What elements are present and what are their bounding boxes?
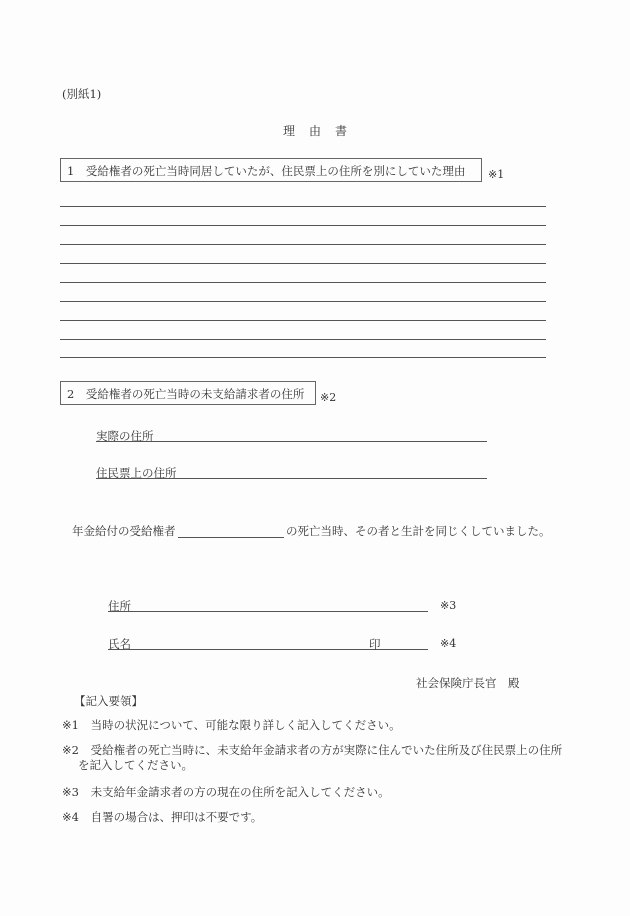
instruction-item-1 [62,717,401,733]
instruction-item-3 [62,784,390,800]
instruction-item-2-cont: を記入してください。 [78,758,193,772]
attachment-label: (別紙1) [62,87,102,101]
section1-heading-box [60,158,482,182]
instruction-item-2 [62,742,562,758]
reason-line[interactable] [60,206,546,207]
reason-line[interactable] [60,339,546,340]
instruction-item-4 [62,809,262,825]
page-title [276,122,354,139]
reason-line[interactable] [60,225,546,226]
applicant-address-mark: ※3 [440,599,457,612]
instruction-mark: ※1 [62,718,79,732]
addressee: 社会保険庁長官 殿 [416,676,520,690]
reason-line[interactable] [60,301,546,302]
title-char-2: 由 [309,124,322,138]
title-char-3: 書 [335,124,348,138]
instruction-mark: ※4 [62,810,79,824]
section2-heading: 2 受給権者の死亡当時の未支給請求者の住所 [67,387,305,401]
applicant-name-label: 氏名 [108,637,131,651]
instruction-mark: ※3 [62,785,79,799]
beneficiary-name-field[interactable] [178,537,284,538]
reason-line[interactable] [60,282,546,283]
statement-suffix: の死亡当時、その者と生計を同じくしていました。 [286,524,551,538]
actual-address-field[interactable] [96,441,487,442]
section2-note-mark: ※2 [320,391,337,404]
registry-address-label: 住民票上の住所 [96,466,177,480]
title-char-1: 理 [283,124,296,138]
instruction-mark: ※2 [62,743,79,757]
registry-address-field[interactable] [96,478,487,479]
instruction-text: 未支給年金請求者の方の現在の住所を記入してください。 [90,785,390,799]
reason-line[interactable] [60,263,546,264]
actual-address-label: 実際の住所 [96,429,154,443]
reason-line[interactable] [60,320,546,321]
instruction-text: 自署の場合は、押印は不要です。 [90,810,263,824]
applicant-name-mark: ※4 [440,637,457,650]
section1-heading: 1 受給権者の死亡当時同居していたが、住民票上の住所を別にしていた理由 [67,164,466,178]
instructions-heading: 【記入要領】 [74,694,143,708]
applicant-address-label: 住所 [108,599,131,613]
section1-note-mark: ※1 [488,168,505,181]
applicant-address-field[interactable] [108,611,428,612]
statement-prefix: 年金給付の受給権者 [72,524,176,538]
seal-label: 印 [369,637,381,651]
reason-line[interactable] [60,244,546,245]
instruction-text: 当時の状況について、可能な限り詳しく記入してください。 [90,718,401,732]
instruction-text: 受給権者の死亡当時に、未支給年金請求者の方が実際に住んでいた住所及び住民票上の住所 [90,743,563,757]
reason-line[interactable] [60,357,546,358]
section2-heading-box [60,381,316,405]
